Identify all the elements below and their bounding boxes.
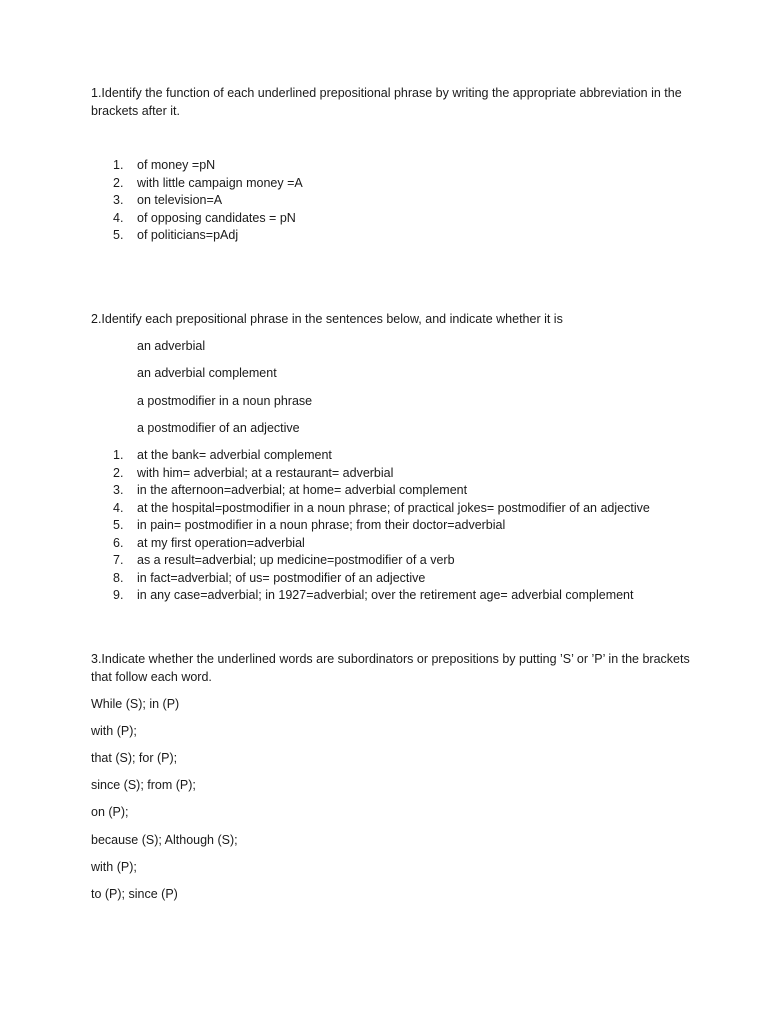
list-item: 9. in any case=adverbial; in 1927=adverbial; over the retirement age= adverbial complement (113, 588, 634, 602)
list-item: 5. in pain= postmodifier in a noun phrase; from their doctor=adverbial (113, 518, 506, 532)
option-postmodifier-adjective: a postmodifier of an adjective (137, 420, 300, 435)
answer-line: with (P); (91, 723, 137, 738)
list-item: 6. at my first operation=adverbial (113, 535, 305, 550)
list-item: 7. as a result=adverbial; up medicine=postmodifier of a verb (113, 553, 455, 567)
list-item: 3. on television=A (113, 193, 223, 207)
option-postmodifier-noun-phrase: a postmodifier in a noun phrase (137, 393, 313, 408)
answer-line: that (S); for (P); (91, 751, 178, 766)
question-3-instruction: 3.Indicate whether the underlined words are subordinators or prepositions by putting ’S’ or ’P’ in the brackets that follow each word. (91, 652, 690, 684)
list-item: 4. of opposing candidates = pN (113, 210, 296, 225)
answer-line: with (P); (91, 859, 137, 874)
question-2-answers (91, 447, 671, 605)
question-1-answers (91, 157, 691, 245)
list-item: 2. with him= adverbial; at a restaurant= adverbial (113, 465, 394, 480)
list-item: 1. at the bank= adverbial complement (113, 448, 332, 462)
answer-line: on (P); (91, 805, 129, 820)
list-item: 3. in the afternoon=adverbial; at home= adverbial complement (113, 483, 468, 497)
list-item: 2. with little campaign money =A (113, 175, 303, 190)
answer-line: to (P); since (P) (91, 887, 178, 901)
option-adverbial: an adverbial (137, 339, 206, 354)
list-item: 1. of money =pN (113, 158, 216, 172)
answer-line: because (S); Although (S); (91, 832, 238, 847)
list-item: 5. of politicians=pAdj (113, 228, 239, 242)
answer-line: since (S); from (P); (91, 778, 196, 793)
question-2 (91, 311, 691, 437)
list-item: 8. in fact=adverbial; of us= postmodifier of an adjective (113, 570, 426, 585)
answer-line: While (S); in (P) (91, 696, 180, 711)
question-2-instruction: 2.Identify each prepositional phrase in the sentences below, and indicate whether it is (91, 312, 563, 326)
question-3 (91, 651, 691, 913)
option-adverbial-complement: an adverbial complement (137, 366, 277, 381)
list-item: 4. at the hospital=postmodifier in a noun phrase; of practical jokes= postmodifier of an adjective (113, 500, 650, 515)
question-1 (91, 85, 691, 120)
question-1-instruction: 1.Identify the function of each underlined prepositional phrase by writing the appropriate abbreviation in the brackets after it. (91, 86, 682, 118)
